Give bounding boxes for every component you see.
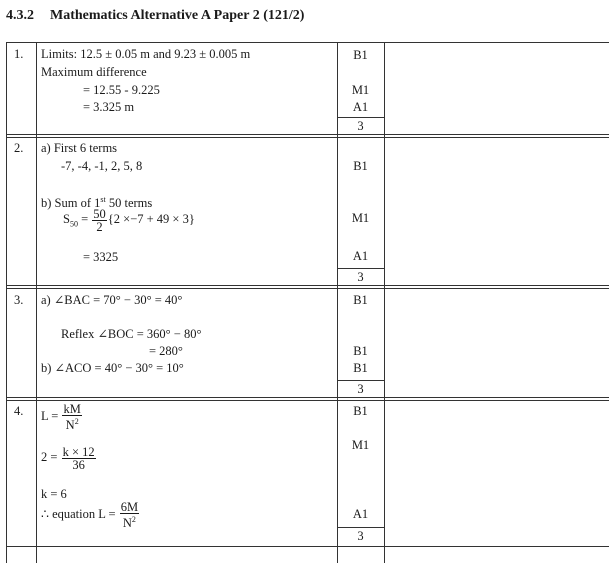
row-divider — [7, 134, 609, 138]
mark: B1 — [353, 361, 368, 375]
q3-reflex-answer: = 280° — [149, 344, 183, 358]
fraction: $\frac{kM}{N^2}$ — [63, 402, 81, 433]
q4-substitution: 2 = $\frac{k \times 12}{36}$ — [41, 444, 95, 472]
q1-limits: Limits: 12.5 ± 0.05 m and 9.23 ± 0.005 m — [41, 47, 251, 61]
q2-part-b: b) Sum of 1st 50 terms — [41, 195, 153, 211]
section-heading — [6, 8, 304, 24]
mark: A1 — [352, 249, 369, 263]
mark: A1 — [352, 507, 369, 521]
q1-working: = 12.55 - 9.225 — [83, 83, 160, 97]
q4-k-value: k = 6 — [41, 487, 67, 501]
mark: B1 — [353, 48, 368, 62]
fraction: $\frac{6M}{N^2}$ — [120, 500, 139, 531]
q3-reflex: Reflex ∠BOC = 360° − 80° — [61, 327, 202, 341]
q3-part-a: a) ∠BAC = 70° − 30° = 40° — [41, 293, 183, 307]
question-number: 3. — [14, 293, 24, 307]
section-title: Mathematics Alternative A Paper 2 (121/2) — [50, 8, 305, 23]
row-divider — [7, 285, 609, 289]
mark: A1 — [352, 100, 369, 114]
fraction: $\frac{50}{2}$ — [93, 206, 106, 234]
q4-final-equation: ∴ equation L = $\frac{6M}{N^2}$ — [41, 500, 139, 531]
mark: M1 — [351, 83, 370, 97]
q2-answer: = 3325 — [83, 250, 119, 264]
row-divider — [7, 397, 609, 401]
marking-scheme-table — [6, 42, 609, 563]
row-divider — [7, 546, 609, 547]
q2-part-a: a) First 6 terms — [41, 141, 118, 155]
mark: M1 — [351, 211, 370, 225]
fraction: $\frac{k \times 12}{36}$ — [62, 444, 95, 472]
mark: B1 — [353, 159, 368, 173]
q2-terms: -7, -4, -1, 2, 5, 8 — [61, 159, 143, 173]
mark: B1 — [353, 344, 368, 358]
mark: B1 — [353, 404, 368, 418]
mark-total: 3 — [337, 268, 384, 285]
mark-total: 3 — [337, 117, 384, 134]
q1-answer: = 3.325 m — [83, 100, 135, 114]
column-divider — [36, 43, 37, 563]
mark: M1 — [351, 438, 370, 452]
column-divider — [384, 43, 385, 563]
q3-part-b: b) ∠ACO = 40° − 30° = 10° — [41, 361, 184, 375]
q2-sum-formula: $S_{50}$ = $\frac{50}{2}$ {2 ×−7 + 49 × 3} — [63, 206, 195, 234]
question-number: 4. — [14, 404, 24, 418]
question-number: 2. — [14, 141, 24, 155]
mark-total: 3 — [337, 380, 384, 397]
q4-formula: L = $\frac{kM}{N^2}$ — [41, 402, 81, 433]
mark-total: 3 — [337, 527, 384, 544]
section-number: 4.3.2 — [6, 8, 34, 23]
question-number: 1. — [14, 47, 24, 61]
mark: B1 — [353, 293, 368, 307]
q1-max-diff-label: Maximum difference — [41, 65, 147, 79]
